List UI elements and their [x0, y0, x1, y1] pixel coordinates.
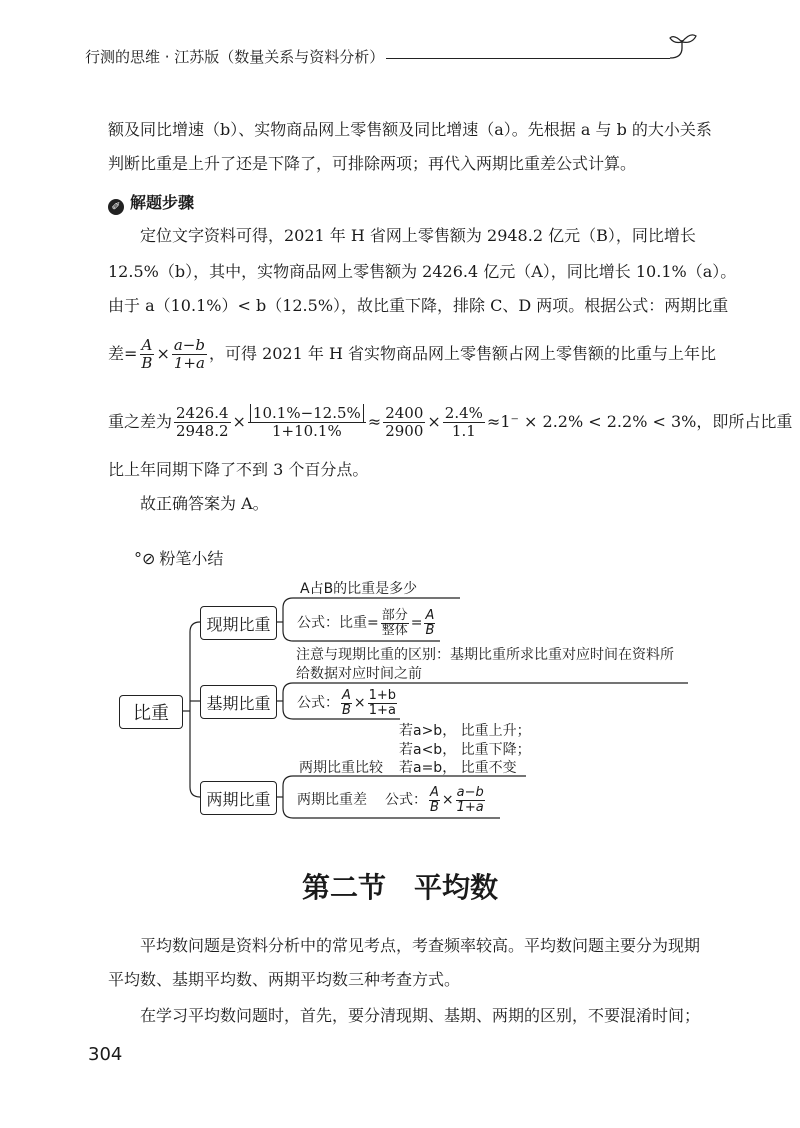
current-formula: 公式：比重= $\frac{\text{部分}}{\text{整体}}$ = $\frac{A}{B}$ [297, 607, 435, 638]
formula-line: 差= $\frac{A}{B}$ × $\frac{a-b}{1+a}$ ，可得 2021 年 H 省实物商品网上零售额占网上零售额的比重与上年比 [108, 336, 717, 372]
section-title: 第二节 平均数 [301, 871, 498, 904]
summary-heading: °⊘ 粉笔小结 [134, 549, 224, 568]
node-two-period-ratio: 两期比重 [200, 781, 277, 815]
paragraph-line: 12.5%（b），其中，实物商品网上零售额为 2426.4 亿元（A），同比增长 10.1%（a）。 [108, 262, 737, 281]
base-note: 给数据对应时间之前 [296, 666, 422, 682]
node-base-ratio: 基期比重 [200, 685, 277, 719]
chalk-icon: °⊘ [134, 549, 156, 568]
paragraph-line: 平均数、基期平均数、两期平均数三种考查方式。 [108, 970, 461, 989]
fraction: $\frac{a-b}{1+a}$ [173, 336, 205, 372]
fraction: $\frac{A}{B}$ [141, 336, 153, 372]
key-icon: ✐ [108, 199, 124, 215]
paragraph-line: 定位文字资料可得，2021 年 H 省网上零售额为 2948.2 亿元（B），同比增长 [140, 226, 696, 245]
page-number: 304 [88, 1044, 123, 1065]
fraction: $\frac{2426.4}{2948.2}$ [176, 404, 229, 440]
node-current-ratio: 现期比重 [200, 606, 277, 640]
compare-case: 若a<b， 比重下降； [399, 742, 531, 758]
paragraph-line: 额及同比增速（b）、实物商品网上零售额及同比增速（a）。先根据 a 与 b 的大小关系 [108, 120, 712, 139]
current-question: A占B的比重是多少 [300, 581, 418, 597]
paragraph-line: 在学习平均数问题时，首先，要分清现期、基期、两期的区别，不要混淆时间； [140, 1006, 701, 1025]
base-note: 注意与现期比重的区别：基期比重所求比重对应时间在资料所 [296, 647, 674, 663]
compare-case: 若a>b， 比重上升； [399, 723, 531, 739]
formula-line: 重之差为 $\frac{2426.4}{2948.2}$ × $\frac{10.1\%-12.5\%}{1+10.1\%}$ ≈ $\frac{2400}{2900}$ × $\frac{2.4\%}{1.1}$ ≈1⁻ × 2.2% < 2.2% < 3%，即所占比重 [108, 404, 793, 440]
fraction: $\frac{10.1\%-12.5\%}{1+10.1\%}$ [248, 405, 366, 440]
solve-heading: ✐ 解题步骤 [108, 190, 194, 215]
fraction: $\frac{2.4\%}{1.1}$ [444, 404, 483, 440]
paragraph-line: 判断比重是上升了还是下降了，可排除两项；再代入两期比重差公式计算。 [108, 154, 637, 173]
paragraph-line: 由于 a（10.1%）< b（12.5%），故比重下降，排除 C、D 两项。根据公式：两期比重 [108, 296, 729, 315]
compare-label: 两期比重比较 [299, 760, 383, 776]
paragraph-line: 平均数问题是资料分析中的常见考点，考查频率较高。平均数问题主要分为现期 [140, 936, 701, 955]
paragraph-line: 比上年同期下降了不到 3 个百分点。 [108, 460, 369, 479]
diff-formula: 两期比重差 公式： $\frac{A}{B}$ × $\frac{a-b}{1+a}$ [297, 784, 484, 815]
fraction: $\frac{2400}{2900}$ [385, 404, 424, 440]
compare-case: 若a=b， 比重不变 [399, 760, 517, 776]
base-formula: 公式： $\frac{A}{B}$ × $\frac{1+b}{1+a}$ [297, 687, 397, 718]
running-header: 行测的思维 · 江苏版（数量关系与资料分析） [85, 48, 385, 66]
answer-line: 故正确答案为 A。 [140, 494, 269, 513]
root-node: 比重 [119, 695, 183, 729]
